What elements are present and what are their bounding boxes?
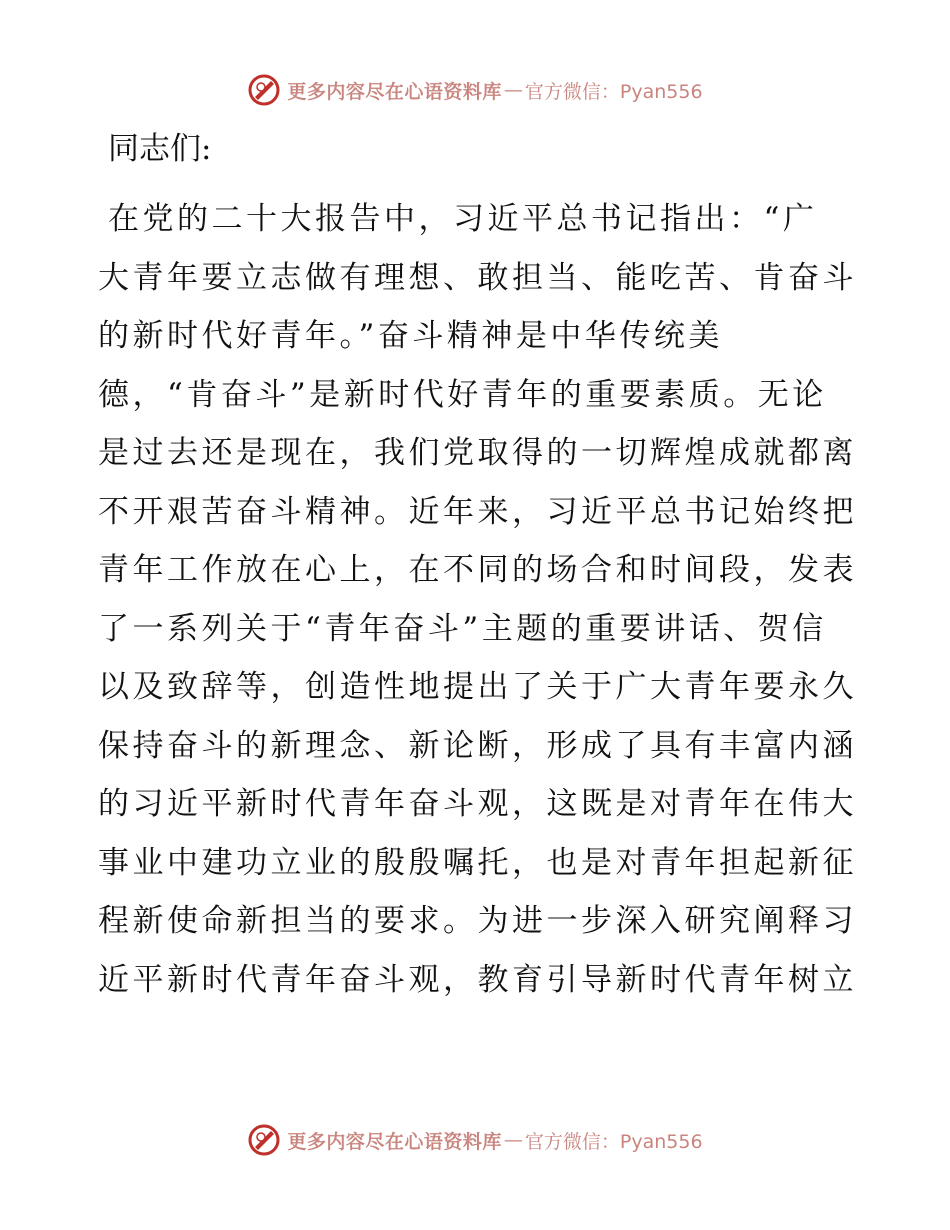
body-paragraph <box>98 190 857 1009</box>
footer-watermark <box>0 1120 950 1160</box>
body-line: 德，“肯奋斗”是新时代好青年的重要素质。无论 <box>98 376 827 413</box>
watermark-separator: — <box>503 1129 523 1151</box>
greeting: 同志们: <box>108 131 212 167</box>
body-line: 以及致辞等，创造性地提出了关于广大青年要永久 <box>98 669 857 705</box>
body-line: 不开艰苦奋斗精神。近年来，习近平总书记始终把 <box>98 493 857 530</box>
brand-logo-icon <box>247 1123 281 1157</box>
body-line: 大青年要立志做有理想、敢担当、能吃苦、肯奋斗 <box>98 259 857 296</box>
body-line: 的习近平新时代青年奋斗观，这既是对青年在伟大 <box>98 786 857 822</box>
body-line: 青年工作放在心上，在不同的场合和时间段，发表 <box>98 552 857 588</box>
body-line: 的新时代好青年。”奋斗精神是中华传统美 <box>98 318 723 354</box>
body-line: 了一系列关于“青年奋斗”主题的重要讲话、贺信 <box>98 610 827 647</box>
watermark-cn-text: 更多内容尽在心语资料库 <box>287 1130 502 1153</box>
body-line: 近平新时代青年奋斗观，教育引导新时代青年树立 <box>98 961 857 998</box>
header-watermark <box>0 70 950 110</box>
body-line: 程新使命新担当的要求。为进一步深入研究阐释习 <box>98 903 857 939</box>
watermark-cn-text: 更多内容尽在心语资料库 <box>287 80 502 103</box>
body-line: 在党的二十大报告中，习近平总书记指出：“广 <box>108 201 818 237</box>
body-line: 保持奋斗的新理念、新论断，形成了具有丰富内涵 <box>98 727 857 764</box>
body-line: 事业中建功立业的殷殷嘱托，也是对青年担起新征 <box>98 844 857 881</box>
body-line: 是过去还是现在，我们党取得的一切辉煌成就都离 <box>98 435 857 471</box>
watermark-separator: — <box>503 79 523 101</box>
watermark-wechat-text: 官方微信：Pyan556 <box>524 1130 703 1153</box>
brand-logo-icon <box>247 73 281 107</box>
watermark-wechat-text: 官方微信：Pyan556 <box>524 80 703 103</box>
